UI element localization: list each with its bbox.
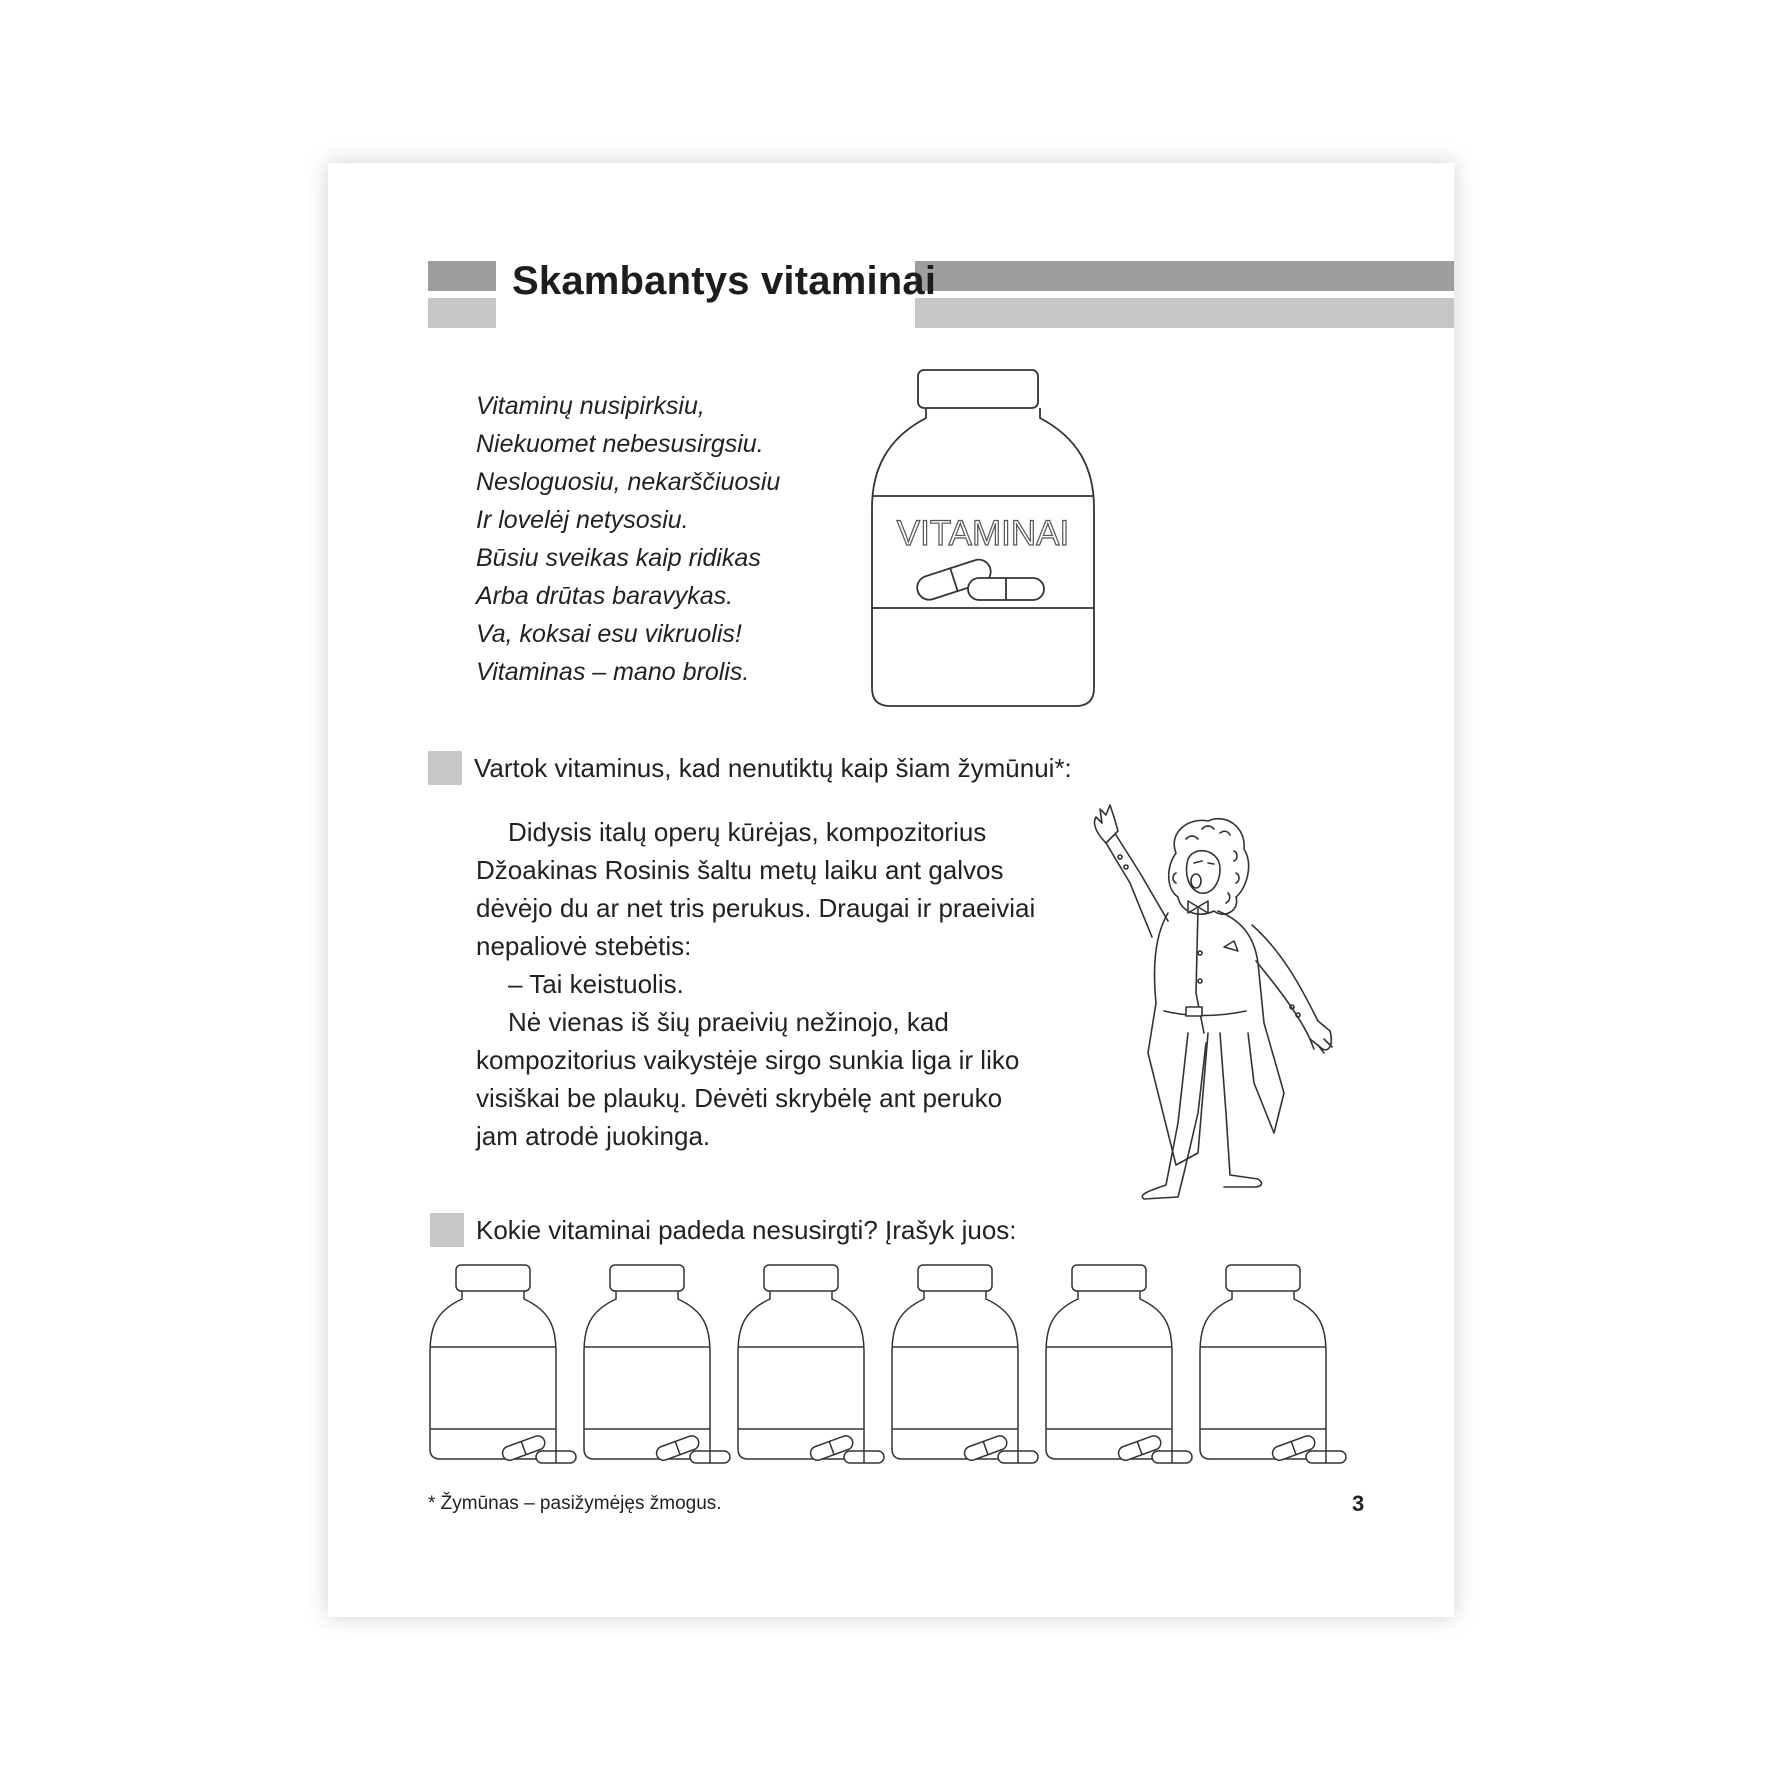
empty-bottle	[584, 1265, 730, 1463]
poem-line: Ir lovelėj netysosiu.	[476, 506, 689, 534]
workbook-page	[328, 163, 1454, 1617]
capsule	[1152, 1451, 1192, 1463]
capsule	[536, 1451, 576, 1463]
empty-bottle	[892, 1265, 1038, 1463]
capsule	[844, 1451, 884, 1463]
poem-line: Vitaminų nusipirksiu,	[476, 392, 705, 420]
poem-line: Niekuomet nebesusirgsiu.	[476, 430, 764, 458]
poem-line: Arba drūtas baravykas.	[476, 582, 734, 610]
task-instruction: Vartok vitaminus, kad nenutiktų kaip šiam žymūnui*:	[474, 753, 1072, 783]
story-paragraph: Didysis italų operų kūrėjas, kompozitorius Džoakinas Rosinis šaltu metų laiku ant galvos dėvėjo du ar net tris perukus. Draugai ir praeiviai nepaliovė stebėtis:	[476, 817, 1036, 961]
bottle-label: VITAMINAI	[896, 514, 1070, 553]
empty-bottles-row	[428, 1263, 1428, 1463]
title-band-right-top	[915, 261, 1454, 291]
poem	[476, 387, 780, 691]
story-paragraph: – Tai keistuolis.	[508, 969, 684, 999]
empty-bottle	[1200, 1265, 1346, 1463]
footnote: * Žymūnas – pasižymėjęs žmogus.	[428, 1493, 722, 1514]
task-marker	[428, 751, 462, 785]
title-band-left-bottom	[428, 298, 496, 328]
poem-line: Vitaminas – mano brolis.	[476, 658, 750, 686]
task-instruction: Kokie vitaminai padeda nesusirgti? Įrašyk juos:	[476, 1215, 1017, 1245]
empty-bottle	[1046, 1265, 1192, 1463]
vitamin-bottle-illustration	[868, 368, 1098, 713]
capsule	[690, 1451, 730, 1463]
page-number: 3	[1352, 1491, 1365, 1516]
poem-line: Nesloguosiu, nekarščiuosiu	[476, 468, 781, 496]
story-paragraph: Nė vienas iš šių praeivių nežinojo, kad kompozitorius vaikystėje sirgo sunkia liga ir liko visiškai be plaukų. Dėvėti skrybėlę ant peruko jam atrodė juokinga.	[476, 1007, 1020, 1151]
empty-bottle	[430, 1265, 576, 1463]
story-text	[476, 813, 1036, 1155]
title-band-left-top	[428, 261, 496, 291]
capsule	[1306, 1451, 1346, 1463]
empty-bottle	[738, 1265, 884, 1463]
page-title: Skambantys vitaminai	[512, 259, 937, 303]
poem-line: Va, koksai esu vikruolis!	[476, 620, 742, 648]
poem-line: Būsiu sveikas kaip ridikas	[476, 544, 761, 572]
composer-illustration	[1048, 793, 1348, 1213]
capsule	[998, 1451, 1038, 1463]
title-band-right-bottom	[915, 298, 1454, 328]
task-marker	[430, 1213, 464, 1247]
